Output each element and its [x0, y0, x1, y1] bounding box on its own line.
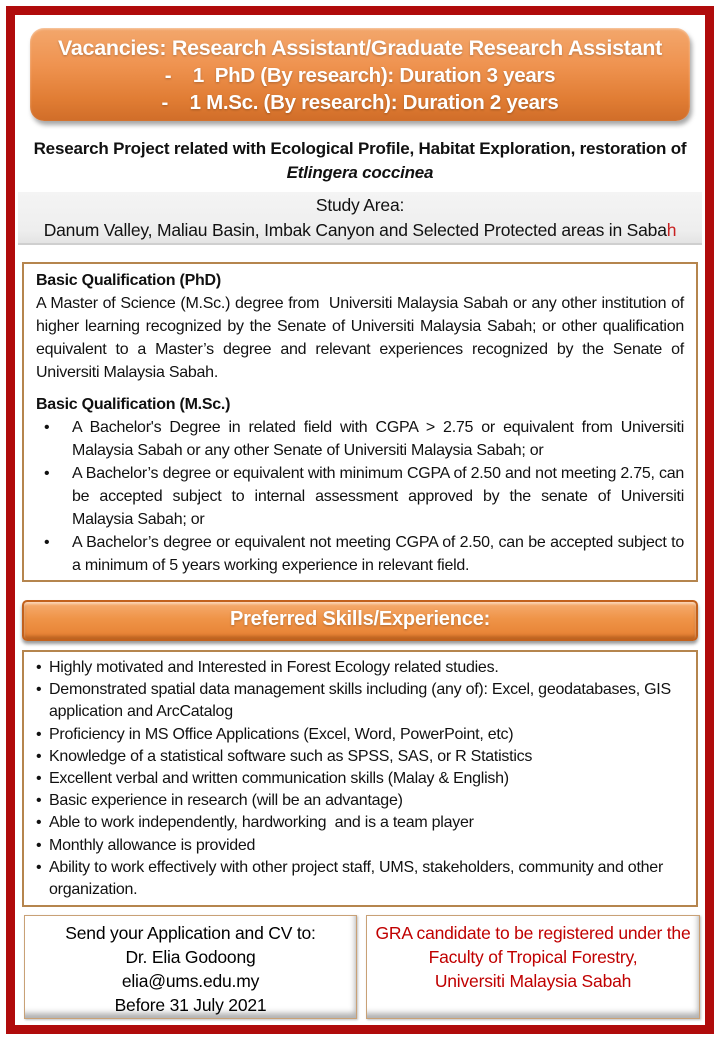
skill-item-text: Proficiency in MS Office Applications (Excel, Word, PowerPoint, etc): [49, 725, 514, 743]
study-area-highlight-char: h: [666, 220, 677, 240]
vacancy-banner-title: Vacancies: Research Assistant/Graduate Research Assistant: [58, 36, 662, 60]
vacancy-line: - 1 PhD (By research): Duration 3 years: [164, 64, 556, 87]
skill-item-text: Highly motivated and Interested in Forest Ecology related studies.: [49, 659, 499, 676]
qualification-item-text: A Bachelor’s degree or equivalent not meeting CGPA of 2.50, can be accepted subject to a minimum of 5 years working experience in relevant field.: [72, 534, 689, 574]
project-title: Research Project related with Ecological Profile, Habitat Exploration, restoration of: [33, 139, 687, 158]
msc-qualification-heading: Basic Qualification (M.Sc.): [36, 396, 231, 413]
bullet-marker: •: [36, 725, 42, 743]
skill-item: [32, 768, 688, 790]
skills-list: [32, 657, 688, 901]
skill-item-text: Basic experience in research (will be an advantage): [49, 792, 403, 810]
vacancy-banner: [30, 28, 690, 121]
poster-frame: [6, 6, 714, 1034]
contact-line: elia@ums.edu.my: [121, 971, 260, 991]
qualification-item: [36, 462, 689, 531]
skill-item: [32, 857, 688, 901]
qualification-item-text: A Bachelor’s degree or equivalent with minimum CGPA of 2.50 and not meeting 2.75, can be accepted subject to internal assessment approved by the senate of Universiti Malaysia Sabah; or: [72, 465, 689, 528]
skill-item-text: Monthly allowance is provided: [49, 836, 256, 854]
study-area-label: Study Area:: [315, 195, 405, 215]
phd-qualification-heading: Basic Qualification (PhD): [36, 272, 221, 289]
skill-item: [32, 679, 688, 723]
skill-item-text: Able to work independently, hardworking and is a team player: [49, 814, 474, 832]
skill-item: [32, 657, 688, 679]
skill-item-text: Excellent verbal and written communication skills (Malay & English): [49, 770, 509, 788]
bullet-marker: •: [36, 659, 42, 676]
msc-qualification-list: [36, 416, 689, 577]
contact-line: Dr. Elia Godoong: [125, 947, 256, 967]
study-area-locations-text: Danum Valley, Maliau Basin, Imbak Canyon and Selected Protected areas in Saba: [43, 220, 667, 240]
vacancy-lines-list: [30, 62, 690, 116]
bullet-marker: •: [44, 465, 50, 482]
registration-line: Faculty of Tropical Forestry,: [428, 947, 638, 967]
registration-line: GRA candidate to be registered under the: [375, 923, 691, 943]
skill-item-text: Ability to work effectively with other project staff, UMS, stakeholders, community and other organization.: [49, 858, 668, 899]
skill-item: [32, 835, 688, 857]
study-area-bar: [18, 192, 702, 245]
skills-box: [22, 650, 698, 907]
bullet-marker: •: [36, 836, 42, 854]
skill-item-text: Demonstrated spatial data management skills including (any of): Excel, geodatabases, GIS application and ArcCatalog: [49, 681, 676, 721]
contact-card: [24, 915, 357, 1019]
bullet-marker: •: [36, 858, 42, 876]
bullet-marker: •: [44, 534, 50, 551]
phd-qualification-text: A Master of Science (M.Sc.) degree from Universiti Malaysia Sabah or any other institution of higher learning recognized by the Senate of Universiti Malaysia Sabah; or other qualification equivalent to a Master’s degree and relevant experiences recognized by the Senate of Universiti Malaysia Sabah.: [36, 295, 689, 381]
project-title-block: [15, 137, 705, 185]
registration-card: [366, 915, 700, 1019]
skill-item: [32, 812, 688, 834]
qualification-item-text: A Bachelor's Degree in related field with CGPA > 2.75 or equivalent from Universiti Malaysia Sabah or any other Senate of Universiti Malaysia Sabah; or: [72, 419, 689, 459]
vacancy-line: - 1 M.Sc. (By research): Duration 2 years: [161, 91, 559, 114]
skills-banner: Preferred Skills/Experience:: [22, 600, 698, 641]
bullet-marker: •: [36, 770, 42, 788]
species-name: Etlingera coccinea: [286, 163, 434, 182]
contact-lines-list: [25, 921, 356, 1017]
contact-line: Before 31 July 2021: [114, 995, 267, 1015]
skill-item: [32, 790, 688, 812]
qualification-item: [36, 416, 689, 462]
bullet-marker: •: [36, 681, 42, 699]
qualification-item: [36, 531, 689, 577]
bullet-marker: •: [36, 792, 42, 810]
skill-item: [32, 724, 688, 746]
registration-lines-list: [367, 921, 699, 993]
registration-line: Universiti Malaysia Sabah: [434, 971, 632, 991]
bullet-marker: •: [36, 747, 42, 765]
bullet-marker: •: [36, 814, 42, 832]
study-area-locations: [18, 218, 702, 243]
spacer: [36, 384, 684, 393]
skill-item: [32, 746, 688, 768]
skill-item-text: Knowledge of a statistical software such as SPSS, SAS, or R Statistics: [49, 747, 533, 765]
qualifications-box: [22, 262, 698, 582]
bullet-marker: •: [44, 419, 50, 436]
contact-line: Send your Application and CV to:: [65, 923, 316, 943]
